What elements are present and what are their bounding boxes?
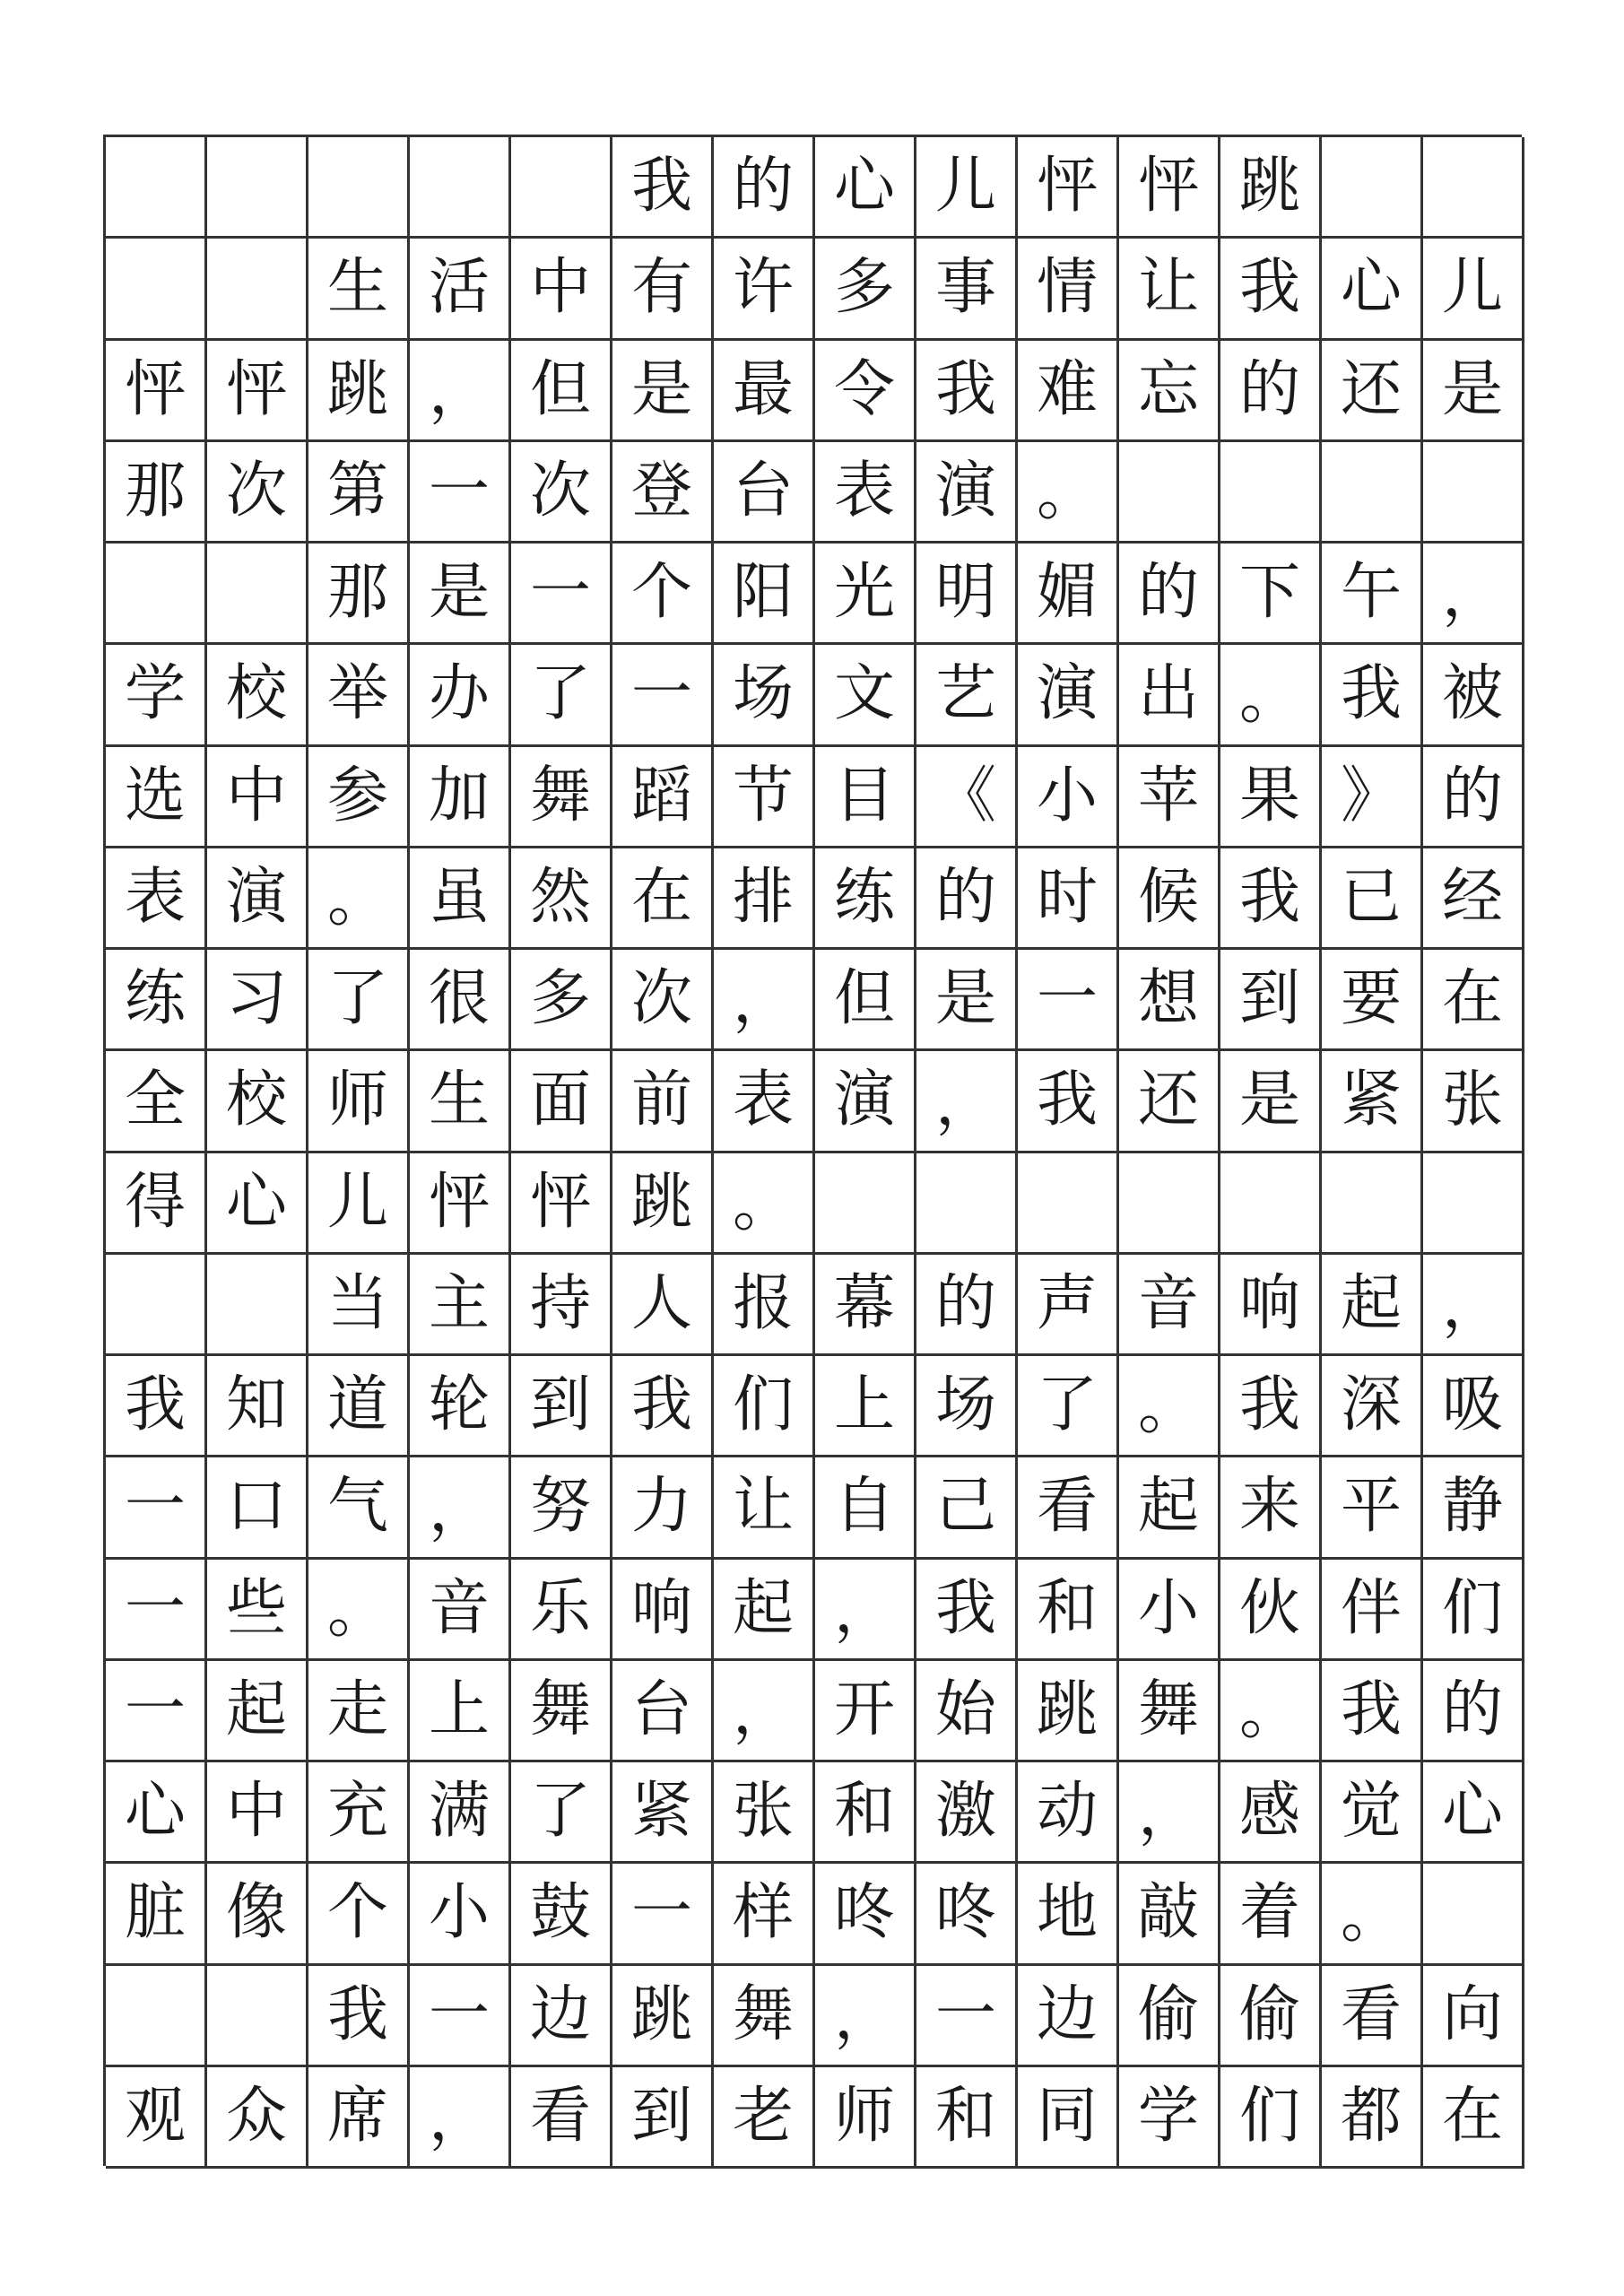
text-character: 然 [511, 848, 612, 950]
text-character: 起 [714, 1560, 815, 1661]
text-character: 选 [106, 747, 207, 848]
text-character: 学 [1119, 2067, 1220, 2169]
text-character: 苹 [1119, 747, 1220, 848]
text-character: 和 [815, 1762, 916, 1864]
text-character: 候 [1119, 848, 1220, 950]
text-character: 节 [714, 747, 815, 848]
text-character: 练 [106, 950, 207, 1051]
text-character: 一 [106, 1457, 207, 1559]
text-character: 的 [916, 1255, 1018, 1356]
text-character: 在 [1423, 950, 1524, 1051]
text-character: 跳 [1018, 1661, 1119, 1762]
text-character: 怦 [106, 341, 207, 442]
empty-cell [916, 1153, 1018, 1255]
text-character: 登 [612, 442, 714, 544]
text-character: 到 [1220, 950, 1322, 1051]
text-character: 是 [1423, 341, 1524, 442]
text-character: 。 [1220, 645, 1322, 746]
text-character: 练 [815, 848, 916, 950]
text-character: 一 [106, 1560, 207, 1661]
empty-cell [410, 137, 511, 239]
text-character: 已 [1322, 848, 1423, 950]
text-character: 持 [511, 1255, 612, 1356]
empty-cell [106, 1966, 207, 2067]
text-character: 是 [612, 341, 714, 442]
text-character: 许 [714, 239, 815, 340]
text-character: 我 [1220, 239, 1322, 340]
text-character: 了 [511, 1762, 612, 1864]
empty-cell [1322, 137, 1423, 239]
text-character: 伙 [1220, 1560, 1322, 1661]
text-character: 人 [612, 1255, 714, 1356]
text-character: 起 [207, 1661, 308, 1762]
text-character: 边 [511, 1966, 612, 2067]
text-character: 边 [1018, 1966, 1119, 2067]
text-character: 鼓 [511, 1864, 612, 1965]
text-character: 努 [511, 1457, 612, 1559]
text-character: 让 [1119, 239, 1220, 340]
text-character: 动 [1018, 1762, 1119, 1864]
text-character: 场 [916, 1356, 1018, 1457]
text-character: 中 [511, 239, 612, 340]
text-character: 很 [410, 950, 511, 1051]
text-character: 响 [612, 1560, 714, 1661]
text-character: 。 [1119, 1356, 1220, 1457]
text-character: 演 [207, 848, 308, 950]
text-character: 道 [308, 1356, 410, 1457]
text-character: 了 [511, 645, 612, 746]
text-character: 一 [612, 1864, 714, 1965]
text-character: 经 [1423, 848, 1524, 950]
empty-cell [106, 1255, 207, 1356]
text-character: 的 [1423, 1661, 1524, 1762]
text-character: 有 [612, 239, 714, 340]
text-character: 咚 [916, 1864, 1018, 1965]
text-character: 响 [1220, 1255, 1322, 1356]
text-character: 向 [1423, 1966, 1524, 2067]
text-character: 举 [308, 645, 410, 746]
text-character: 是 [1220, 1051, 1322, 1152]
text-character: 学 [106, 645, 207, 746]
text-character: 起 [1119, 1457, 1220, 1559]
text-character: 跳 [612, 1966, 714, 2067]
text-character: 伴 [1322, 1560, 1423, 1661]
text-character: 的 [1119, 544, 1220, 645]
text-character: 演 [916, 442, 1018, 544]
text-character: 还 [1322, 341, 1423, 442]
writing-grid [103, 135, 1522, 2166]
text-character: 生 [308, 239, 410, 340]
text-character: 偷 [1119, 1966, 1220, 2067]
text-character: 儿 [308, 1153, 410, 1255]
text-character: 口 [207, 1457, 308, 1559]
text-character: 媚 [1018, 544, 1119, 645]
text-character: 到 [511, 1356, 612, 1457]
text-character: 上 [410, 1661, 511, 1762]
text-character: 个 [612, 544, 714, 645]
text-character: 虽 [410, 848, 511, 950]
title-character: 怦 [1018, 137, 1119, 239]
text-character: 报 [714, 1255, 815, 1356]
text-character: ， [410, 341, 511, 442]
text-character: 我 [916, 1560, 1018, 1661]
text-character: 舞 [511, 1661, 612, 1762]
text-character: 那 [308, 544, 410, 645]
text-character: 被 [1423, 645, 1524, 746]
text-character: 要 [1322, 950, 1423, 1051]
text-character: 心 [207, 1153, 308, 1255]
text-character: 难 [1018, 341, 1119, 442]
text-character: 紧 [612, 1762, 714, 1864]
text-character: 在 [1423, 2067, 1524, 2169]
text-character: 乐 [511, 1560, 612, 1661]
text-character: 排 [714, 848, 815, 950]
text-character: 但 [815, 950, 916, 1051]
text-character: 自 [815, 1457, 916, 1559]
text-character: 们 [714, 1356, 815, 1457]
text-character: 台 [714, 442, 815, 544]
text-character: ， [815, 1966, 916, 2067]
text-character: 我 [106, 1356, 207, 1457]
empty-cell [815, 1153, 916, 1255]
text-character: 下 [1220, 544, 1322, 645]
empty-cell [1423, 1864, 1524, 1965]
title-character: 怦 [1119, 137, 1220, 239]
empty-cell [1119, 442, 1220, 544]
text-character: 席 [308, 2067, 410, 2169]
empty-cell [308, 137, 410, 239]
text-character: 是 [916, 950, 1018, 1051]
text-character: 怦 [207, 341, 308, 442]
text-character: 激 [916, 1762, 1018, 1864]
text-character: 看 [511, 2067, 612, 2169]
title-character: 跳 [1220, 137, 1322, 239]
text-character: 气 [308, 1457, 410, 1559]
text-character: 知 [207, 1356, 308, 1457]
text-character: 师 [308, 1051, 410, 1152]
text-character: 我 [1220, 848, 1322, 950]
text-character: 主 [410, 1255, 511, 1356]
text-character: 前 [612, 1051, 714, 1152]
text-character: 一 [410, 1966, 511, 2067]
text-character: 一 [612, 645, 714, 746]
text-character: 和 [916, 2067, 1018, 2169]
text-character: 看 [1322, 1966, 1423, 2067]
text-character: ， [410, 1457, 511, 1559]
text-character: 们 [1423, 1560, 1524, 1661]
text-character: 小 [410, 1864, 511, 1965]
text-character: 我 [1018, 1051, 1119, 1152]
text-character: 艺 [916, 645, 1018, 746]
empty-cell [106, 544, 207, 645]
text-character: 生 [410, 1051, 511, 1152]
text-character: 和 [1018, 1560, 1119, 1661]
text-character: 第 [308, 442, 410, 544]
text-character: ， [714, 1661, 815, 1762]
text-character: 脏 [106, 1864, 207, 1965]
text-character: 《 [916, 747, 1018, 848]
text-character: 一 [916, 1966, 1018, 2067]
text-character: 一 [106, 1661, 207, 1762]
text-character: 敲 [1119, 1864, 1220, 1965]
text-character: 。 [1018, 442, 1119, 544]
text-character: 表 [714, 1051, 815, 1152]
text-character: 样 [714, 1864, 815, 1965]
text-character: 。 [1220, 1661, 1322, 1762]
text-character: 中 [207, 747, 308, 848]
text-character: 校 [207, 1051, 308, 1152]
text-character: 怦 [410, 1153, 511, 1255]
text-character: 一 [410, 442, 511, 544]
text-character: 目 [815, 747, 916, 848]
text-character: 文 [815, 645, 916, 746]
text-character: 果 [1220, 747, 1322, 848]
title-character: 心 [815, 137, 916, 239]
text-character: 蹈 [612, 747, 714, 848]
text-character: 明 [916, 544, 1018, 645]
text-character: 我 [612, 1356, 714, 1457]
text-character: 我 [1220, 1356, 1322, 1457]
empty-cell [511, 137, 612, 239]
text-character: 观 [106, 2067, 207, 2169]
text-character: 咚 [815, 1864, 916, 1965]
text-character: 音 [1119, 1255, 1220, 1356]
text-character: 习 [207, 950, 308, 1051]
text-character: 起 [1322, 1255, 1423, 1356]
text-character: 表 [106, 848, 207, 950]
text-character: 一 [511, 544, 612, 645]
text-character: 令 [815, 341, 916, 442]
text-character: 光 [815, 544, 916, 645]
text-character: 舞 [511, 747, 612, 848]
empty-cell [106, 239, 207, 340]
text-character: 》 [1322, 747, 1423, 848]
text-character: 小 [1018, 747, 1119, 848]
text-character: ， [1423, 544, 1524, 645]
text-character: 情 [1018, 239, 1119, 340]
text-character: 得 [106, 1153, 207, 1255]
text-character: ， [1119, 1762, 1220, 1864]
text-character: 始 [916, 1661, 1018, 1762]
text-character: 最 [714, 341, 815, 442]
text-character: 静 [1423, 1457, 1524, 1559]
text-character: 午 [1322, 544, 1423, 645]
title-character: 我 [612, 137, 714, 239]
title-character: 儿 [916, 137, 1018, 239]
text-character: 己 [916, 1457, 1018, 1559]
text-character: ， [916, 1051, 1018, 1152]
text-character: 当 [308, 1255, 410, 1356]
text-character: 觉 [1322, 1762, 1423, 1864]
text-character: 。 [714, 1153, 815, 1255]
text-character: 一 [1018, 950, 1119, 1051]
text-character: 深 [1322, 1356, 1423, 1457]
text-character: 让 [714, 1457, 815, 1559]
empty-cell [1322, 442, 1423, 544]
text-character: 个 [308, 1864, 410, 1965]
text-character: 轮 [410, 1356, 511, 1457]
text-character: 参 [308, 747, 410, 848]
text-character: 面 [511, 1051, 612, 1152]
text-character: 阳 [714, 544, 815, 645]
text-character: 怦 [511, 1153, 612, 1255]
text-character: 。 [308, 848, 410, 950]
text-character: 次 [207, 442, 308, 544]
composition-sheet [103, 135, 1522, 2166]
text-character: ， [410, 2067, 511, 2169]
text-character: 开 [815, 1661, 916, 1762]
text-character: 小 [1119, 1560, 1220, 1661]
text-character: 演 [1018, 645, 1119, 746]
text-character: 我 [1322, 645, 1423, 746]
text-character: 我 [1322, 1661, 1423, 1762]
text-character: 跳 [308, 341, 410, 442]
text-character: 声 [1018, 1255, 1119, 1356]
text-character: 多 [511, 950, 612, 1051]
empty-cell [1220, 1153, 1322, 1255]
title-character: 的 [714, 137, 815, 239]
text-character: 力 [612, 1457, 714, 1559]
text-character: 心 [1322, 239, 1423, 340]
text-character: 次 [612, 950, 714, 1051]
text-character: 满 [410, 1762, 511, 1864]
empty-cell [207, 137, 308, 239]
text-character: 舞 [1119, 1661, 1220, 1762]
empty-cell [207, 1255, 308, 1356]
text-character: 老 [714, 2067, 815, 2169]
text-character: 偷 [1220, 1966, 1322, 2067]
text-character: 我 [308, 1966, 410, 2067]
text-character: 还 [1119, 1051, 1220, 1152]
text-character: 舞 [714, 1966, 815, 2067]
text-character: 上 [815, 1356, 916, 1457]
empty-cell [207, 239, 308, 340]
text-character: 平 [1322, 1457, 1423, 1559]
text-character: 但 [511, 341, 612, 442]
text-character: 到 [612, 2067, 714, 2169]
text-character: 张 [1423, 1051, 1524, 1152]
text-character: 忘 [1119, 341, 1220, 442]
text-character: 是 [410, 544, 511, 645]
text-character: 表 [815, 442, 916, 544]
empty-cell [207, 544, 308, 645]
text-character: 。 [1322, 1864, 1423, 1965]
text-character: 加 [410, 747, 511, 848]
empty-cell [106, 137, 207, 239]
text-character: 想 [1119, 950, 1220, 1051]
text-character: 事 [916, 239, 1018, 340]
text-character: 活 [410, 239, 511, 340]
text-character: 全 [106, 1051, 207, 1152]
text-character: 台 [612, 1661, 714, 1762]
text-character: 次 [511, 442, 612, 544]
text-character: 我 [916, 341, 1018, 442]
text-character: 那 [106, 442, 207, 544]
text-character: 的 [916, 848, 1018, 950]
text-character: 心 [106, 1762, 207, 1864]
text-character: 幕 [815, 1255, 916, 1356]
text-character: 们 [1220, 2067, 1322, 2169]
text-character: 了 [1018, 1356, 1119, 1457]
text-character: 跳 [612, 1153, 714, 1255]
text-character: 多 [815, 239, 916, 340]
text-character: 出 [1119, 645, 1220, 746]
text-character: 看 [1018, 1457, 1119, 1559]
text-character: 。 [308, 1560, 410, 1661]
text-character: 着 [1220, 1864, 1322, 1965]
text-character: 的 [1423, 747, 1524, 848]
text-character: 音 [410, 1560, 511, 1661]
text-character: 中 [207, 1762, 308, 1864]
text-character: 像 [207, 1864, 308, 1965]
text-character: 来 [1220, 1457, 1322, 1559]
text-character: 了 [308, 950, 410, 1051]
empty-cell [1220, 442, 1322, 544]
text-character: ， [1423, 1255, 1524, 1356]
text-character: 在 [612, 848, 714, 950]
text-character: 走 [308, 1661, 410, 1762]
text-character: 时 [1018, 848, 1119, 950]
empty-cell [1423, 1153, 1524, 1255]
empty-cell [1423, 137, 1524, 239]
empty-cell [207, 1966, 308, 2067]
text-character: 的 [1220, 341, 1322, 442]
text-character: 办 [410, 645, 511, 746]
text-character: 心 [1423, 1762, 1524, 1864]
text-character: 地 [1018, 1864, 1119, 1965]
empty-cell [1119, 1153, 1220, 1255]
text-character: 师 [815, 2067, 916, 2169]
text-character: 演 [815, 1051, 916, 1152]
text-character: 场 [714, 645, 815, 746]
text-character: 都 [1322, 2067, 1423, 2169]
text-character: ， [815, 1560, 916, 1661]
text-character: 些 [207, 1560, 308, 1661]
text-character: 儿 [1423, 239, 1524, 340]
text-character: 同 [1018, 2067, 1119, 2169]
text-character: 充 [308, 1762, 410, 1864]
empty-cell [1423, 442, 1524, 544]
empty-cell [1018, 1153, 1119, 1255]
empty-cell [1322, 1153, 1423, 1255]
text-character: 吸 [1423, 1356, 1524, 1457]
text-character: 校 [207, 645, 308, 746]
text-character: 张 [714, 1762, 815, 1864]
text-character: 紧 [1322, 1051, 1423, 1152]
text-character: 众 [207, 2067, 308, 2169]
text-character: 感 [1220, 1762, 1322, 1864]
text-character: ， [714, 950, 815, 1051]
